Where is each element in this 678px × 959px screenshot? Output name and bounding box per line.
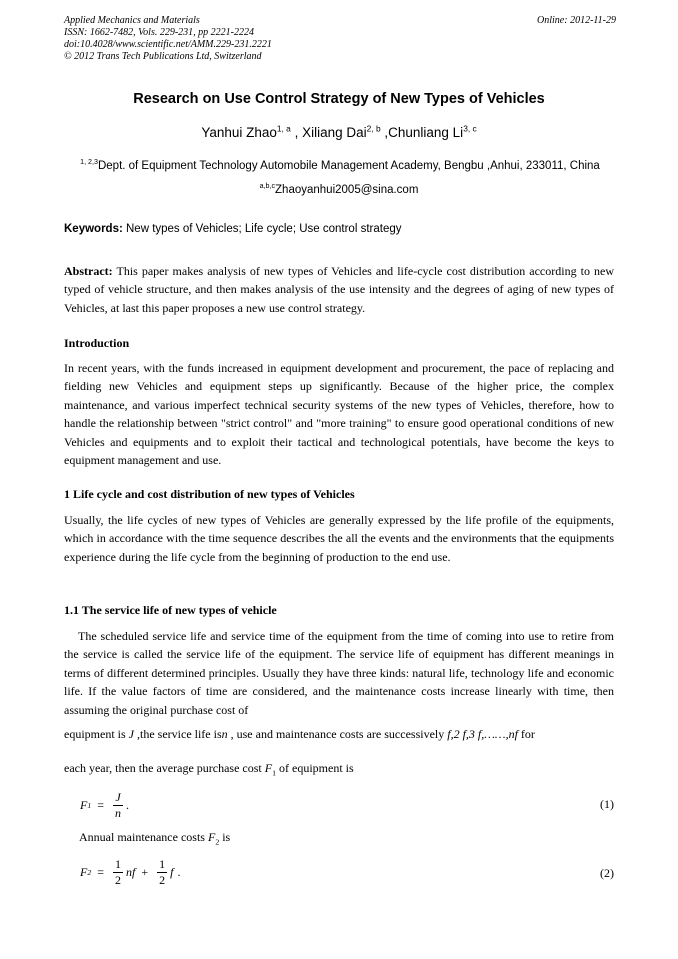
keywords-text: New types of Vehicles; Life cycle; Use control strategy [126,223,402,235]
affiliation-text: Dept. of Equipment Technology Automobile Management Academy, Bengbu ,Anhui, 233011, China [97,160,600,172]
fraction [157,857,167,888]
email-line [0,184,678,196]
abstract-label: Abstract: [64,264,113,278]
variable: f,2 f,3 f,……,nf [447,727,518,742]
section-1-1-heading: 1.1 The service life of new types of vehicle [64,603,277,617]
text-run: equipment is [64,727,126,742]
continuation-line [64,761,614,776]
doi-line: doi:10.4028/www.scientific.net/AMM.229-231.2221 [64,39,272,50]
denominator: n [115,806,122,820]
denominator: 2 [159,873,166,887]
affiliation-sup: 1, 2,3 [80,158,98,167]
equation-1: F 1 = $\frac{J}{n}$ . [80,790,130,820]
variable: nf [126,865,136,879]
variable: J [128,727,134,742]
plus-sign: + [141,865,149,879]
fraction [113,857,123,888]
section-1-text: Usually, the life cycles of new types of Vehicles are generally expressed by the life profile of the equipments, which in accordance with the time sequence describes the all the events and the environments that the equipments experience during the life cycle from the beginning of production to the end use. [64,513,614,564]
fraction [113,790,123,821]
affiliation [64,160,616,172]
author-sup: 3, c [463,123,477,134]
email-address: Zhaoyanhui2005@sina.com [275,184,419,196]
paper-title: Research on Use Control Strategy of New Types of Vehicles [133,91,545,107]
abstract-text: This paper makes analysis of new types of Vehicles and life-cycle cost distribution according to new typed of vehicle structure, and then makes analysis of the use intensity and the degrees of aging of new types of Vehicles, at last this paper proposes a new use control strategy. [64,264,614,315]
variable: F [80,798,88,812]
equation-1-number: (1) [600,797,614,811]
section-1-1-text [64,627,614,743]
numerator: J [115,790,121,804]
variable: F [80,865,88,879]
author-sup: 2, b [366,123,381,134]
online-date: Online: 2012-11-29 [537,15,616,26]
copyright-line: © 2012 Trans Tech Publications Ltd, Switzerland [64,51,262,62]
variable: f [170,865,174,879]
author-list: Yanhui Zhao$^{1, a}$ , Xiliang Dai$^{2, b}$ ,Chunliang Li$^{3, c}$ [201,123,477,140]
journal-header [64,15,616,63]
equals-sign: = [97,865,105,879]
subscript: 1 [272,768,276,778]
section-1-1-formula-line [64,725,614,743]
introduction-text: In recent years, with the funds increased in equipment development and procurement, the pace of replacing and fielding new Vehicles and equipment steps up significantly. Because of the higher price, the complex maintenance, and various imperfect technical security systems of the new types of Vehicles, therefore, how to handle the relationship between "strict control" and "more training" to ensure good operational conditions of new Vehicles and equipments and to exploit their tactical and technological potentials, have become the keys to equipment management and use. [64,361,614,468]
period: . [126,798,130,812]
subscript: 2 [215,837,220,847]
text-run: Annual maintenance costs [79,830,205,844]
keywords-label: Keywords: [64,223,123,235]
text-run: each year, then the average purchase cost [64,761,262,775]
denominator: 2 [115,873,122,887]
maintenance-costs-line [79,830,629,845]
text-run: is [222,830,231,844]
section-1-heading: 1 Life cycle and cost distribution of new types of Vehicles [64,487,355,501]
journal-name: Applied Mechanics and Materials [64,15,200,26]
period: . [177,865,181,879]
equation-2-number: (2) [600,866,614,880]
introduction-heading: Introduction [64,336,130,350]
text-run: of equipment is [279,761,354,775]
author-name: Xiliang Dai [302,125,367,140]
numerator: 1 [115,857,122,871]
variable: n [221,727,228,742]
equals-sign: = [97,798,105,812]
text-run: for [520,727,535,742]
variable: F [264,761,273,775]
author-sup: 1, a [276,123,291,134]
numerator: 1 [159,857,166,871]
equation-2: F 2 = $\frac{1}{2}$ nf + $\frac{1}{2}$ f . [80,857,181,887]
text-run: , use and maintenance costs are successively [230,727,445,742]
abstract [64,262,614,317]
variable: F [207,830,216,844]
author-name: Yanhui Zhao [201,125,277,140]
issn-line: ISSN: 1662-7482, Vols. 229-231, pp 2221-2224 [64,27,254,38]
text-run: ,the service life is [137,727,222,742]
email-sup: a,b,c [259,182,276,191]
section-1-1-body: The scheduled service life and service time of the equipment from the time of coming into use to retire from the service is called the service life of the equipment. The service life of equipment has different meanings in terms of different determined principles. Usually they have three kinds: natural life, technology life and economic life. If the value factors of time are considered, and the maintenance costs increase linearly with time, then assuming the original purchase cost of [64,629,614,717]
keywords [64,223,616,235]
author-name: Chunliang Li [388,125,464,140]
